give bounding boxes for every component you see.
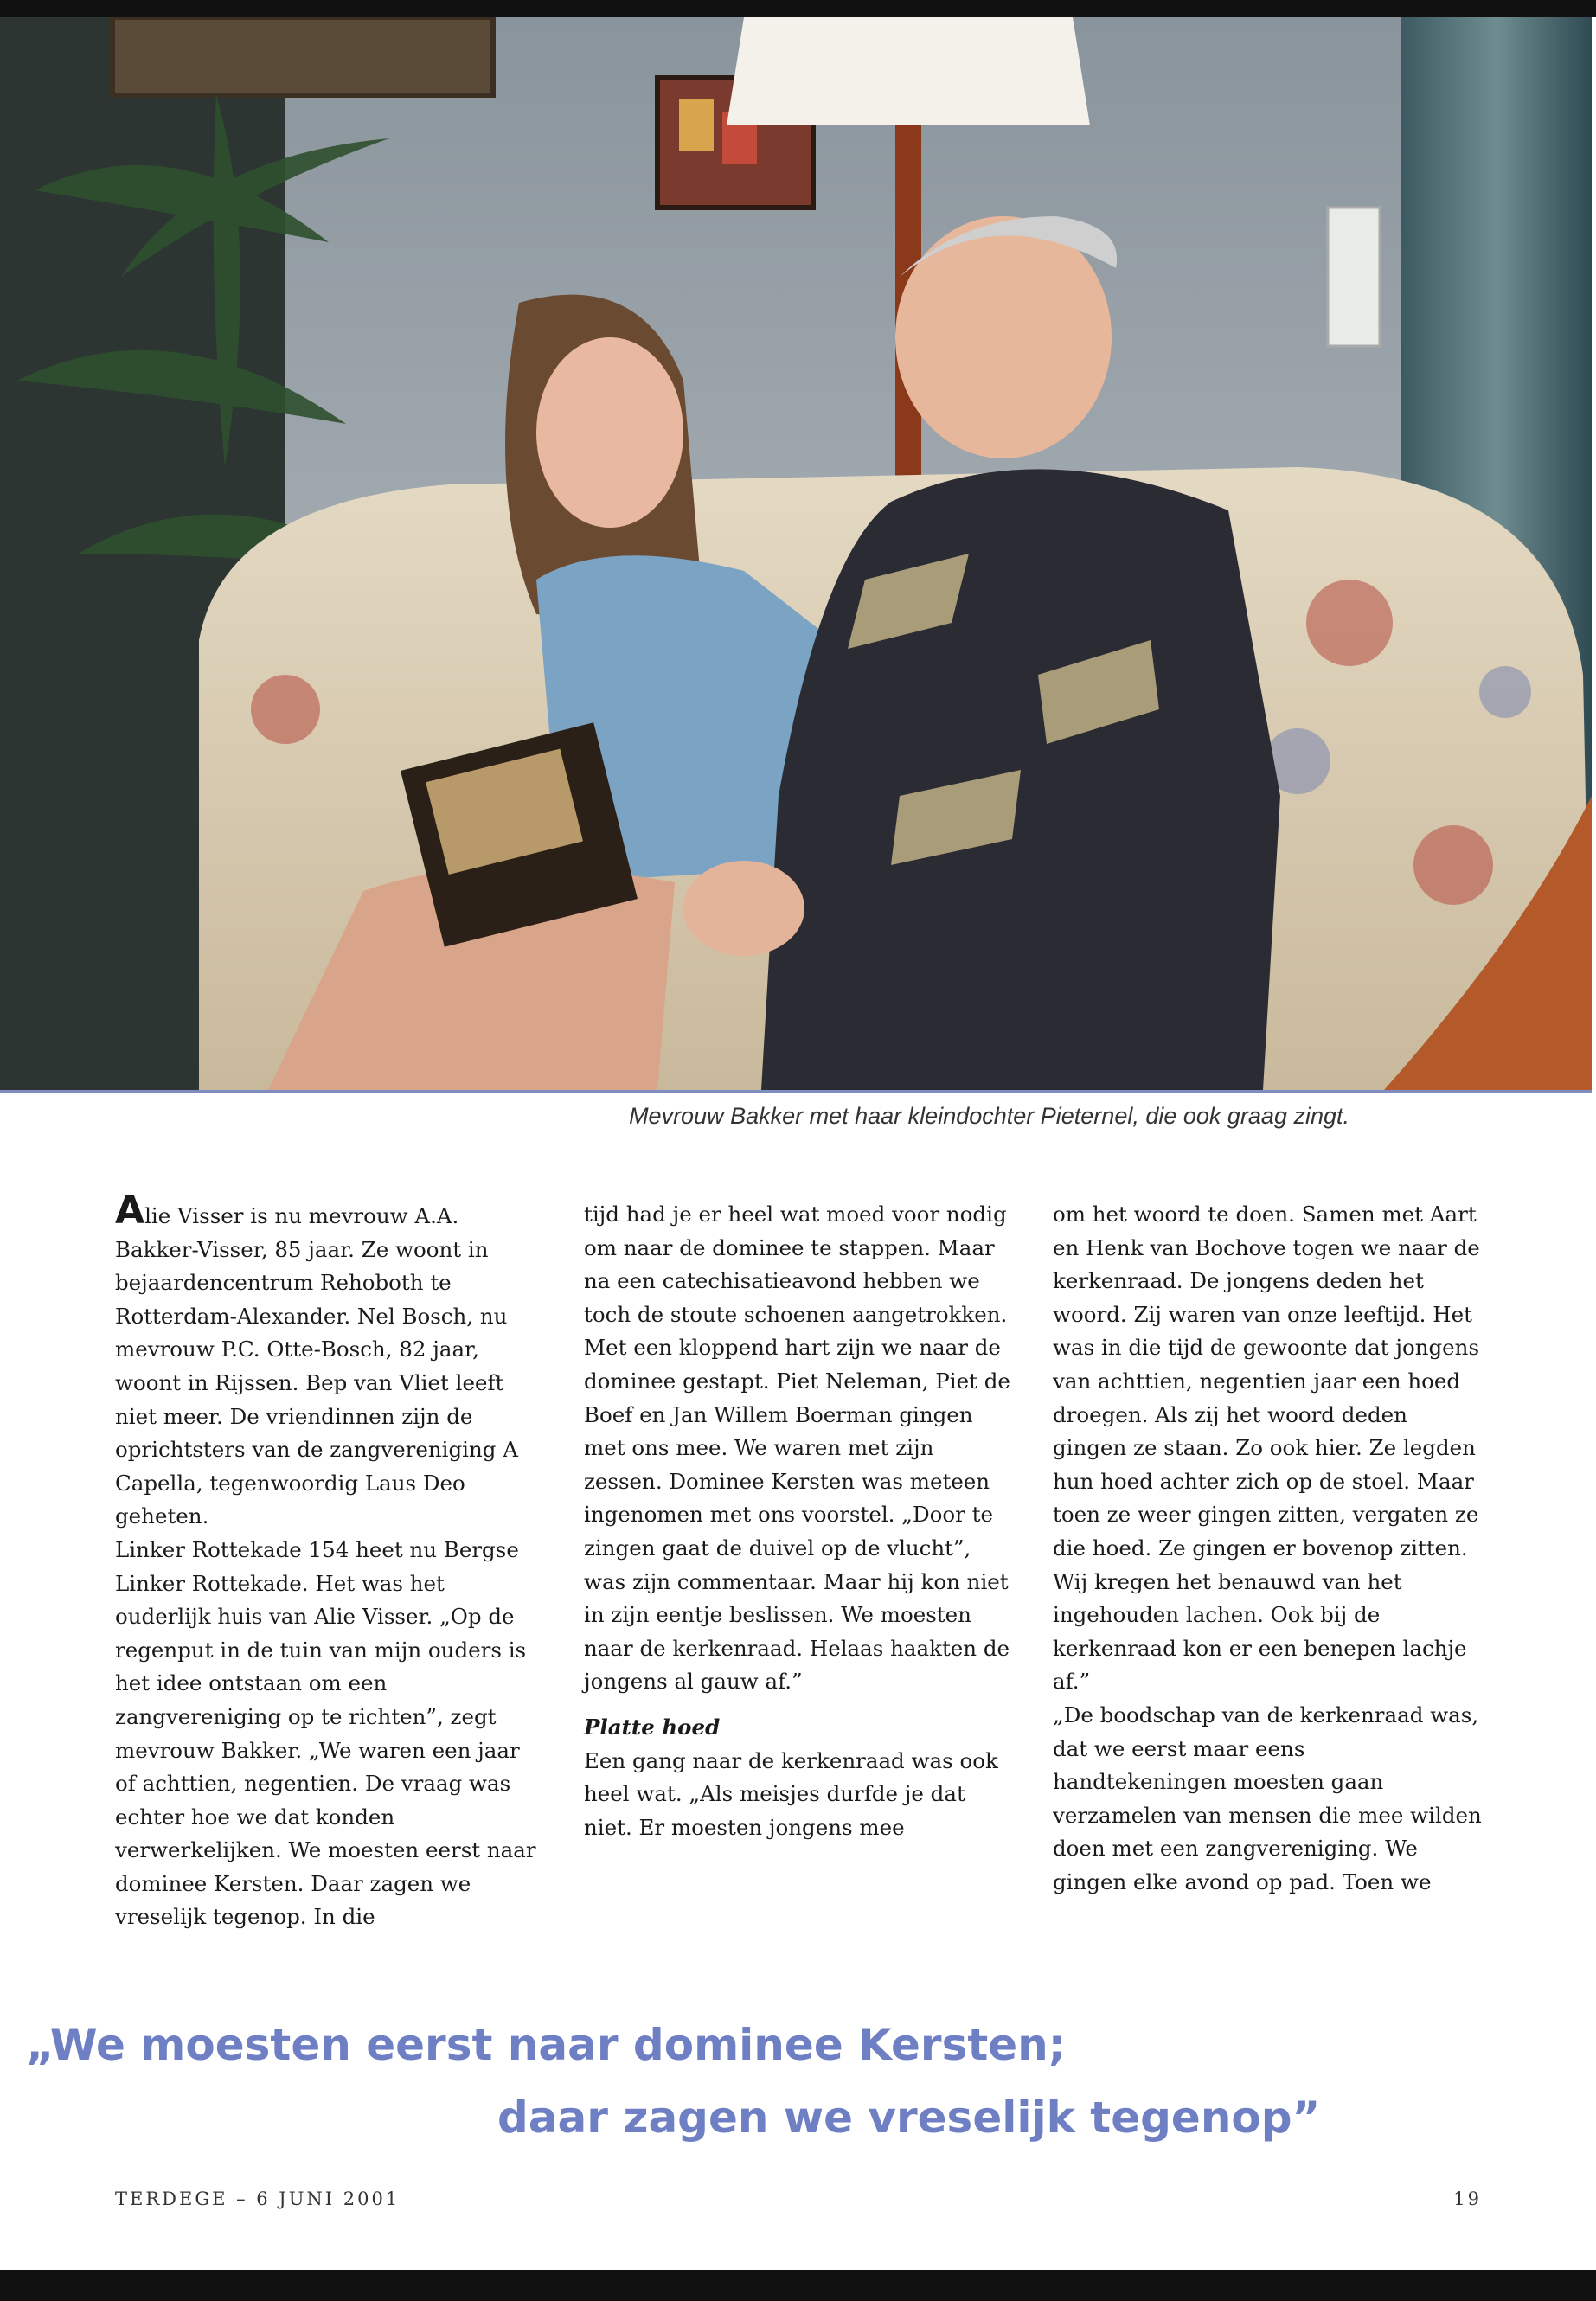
photo-illustration [0,17,1592,1090]
drop-cap: A [115,1189,145,1233]
article-column-3 [1053,1198,1482,1942]
pull-quote-line-2: daar zagen we vreselijk tegenop” [497,2093,1321,2143]
bottom-rule [0,2270,1596,2301]
article-photo [0,17,1592,1093]
top-rule [0,0,1596,17]
page-number: 19 [1453,2189,1482,2209]
paragraph: „De boodschap van de kerkenraad was, dat we eerst maar eens handtekeningen moesten gaan verzamelen van mensen die mee wilden doen met een zangvereniging. We gingen elke avond op pad. Toen we [1053,1702,1482,1894]
paragraph: tijd had je er heel wat moed voor nodig om naar de dominee te stappen. Maar na een catechisatieavond hebben we toch de stoute schoenen aangetrokken. Met een kloppend hart zijn we naar de dominee gestapt. Piet Neleman, Piet de Boef en Jan Willem Boerman gingen met ons mee. We waren met zijn zessen. Dominee Kersten was meteen ingenomen met ons voorstel. „Door te zingen gaat de duivel op de vlucht”, was zijn commentaar. Maar hij kon niet in zijn eentje beslissen. We moesten naar de kerkenraad. Helaas haakten de jongens al gauw af.” [584,1202,1010,1695]
pull-quote-line-1: „We moesten eerst naar dominee Kersten; [26,2020,1066,2070]
page-footer [115,2189,1482,2209]
publication-date: TERDEGE – 6 JUNI 2001 [115,2189,401,2209]
article-column-1 [115,1189,544,1942]
paragraph: Een gang naar de kerkenraad was ook heel wat. „Als meisjes durfde je dat niet. Er moesten jongens mee [584,1747,998,1840]
pull-quote [26,2009,1497,2154]
subheading: Platte hoed [584,1714,721,1740]
paragraph: Linker Rottekade 154 heet nu Bergse Linker Rottekade. Het was het ouderlijk huis van Alie Visser. „Op de regenput in de tuin van mijn ouders is het idee ontstaan om een zangvereniging op te richten”, zegt mevrouw Bakker. „We waren een jaar of achttien, negentien. De vraag was echter hoe we dat konden verwerkelijken. We moesten eerst naar dominee Kersten. Daar zagen we vreselijk tegenop. In die [115,1536,536,1930]
paragraph: om het woord te doen. Samen met Aart en Henk van Bochove togen we naar de kerkenraad. De jongens deden het woord. Zij waren van onze leeftijd. Het was in die tijd de gewoonte dat jongens van achttien, negentien jaar een hoed droegen. Als zij het woord deden gingen ze staan. Zo ook hier. Ze legden hun hoed achter zich op de stoel. Maar toen ze weer gingen zitten, vergaten ze die hoed. Ze gingen er bovenop zitten. Wij kregen het benauwd van het ingehouden lachen. Ook bij de kerkenraad kon er een benepen lachje af.” [1053,1202,1480,1695]
article-body [115,1189,1482,1942]
paragraph [115,1189,544,1534]
article-column-2 [584,1198,1013,1942]
photo-caption: Mevrouw Bakker met haar kleindochter Pieternel, die ook graag zingt. [629,1103,1349,1129]
paragraph-text: lie Visser is nu mevrouw A.A. Bakker-Visser, 85 jaar. Ze woont in bejaardencentrum Rehoboth te Rotterdam-Alexander. Nel Bosch, nu mevrouw P.C. Otte-Bosch, 82 jaar, woont in Rijssen. Bep van Vliet leeft niet meer. De vriendinnen zijn de oprichtsters van de zangvereniging A Capella, tegenwoordig Laus Deo geheten. [115,1203,518,1529]
